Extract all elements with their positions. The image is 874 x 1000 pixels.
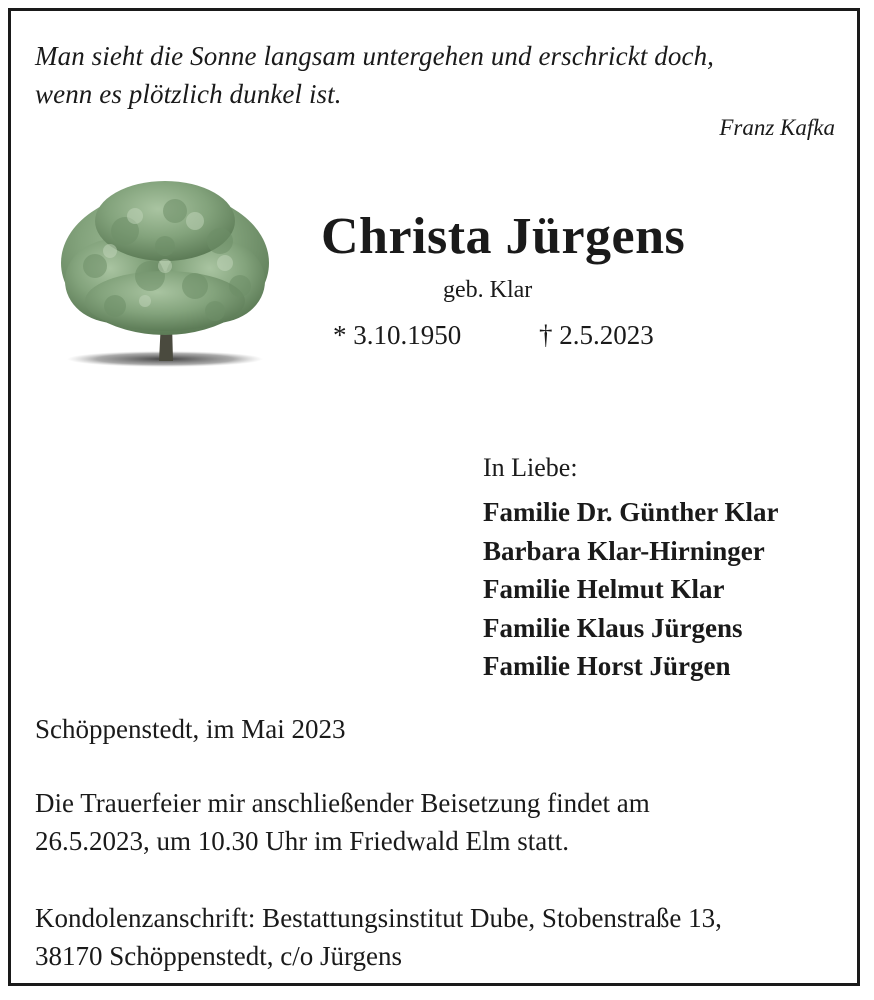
quote-line-1: Man sieht die Sonne langsam untergehen und erschrickt doch, bbox=[35, 41, 715, 71]
mourner-item: Familie Dr. Günther Klar bbox=[483, 497, 779, 527]
maiden-name: geb. Klar bbox=[443, 277, 533, 303]
ceremony-line-2: 26.5.2023, um 10.30 Uhr im Friedwald Elm statt. bbox=[35, 826, 569, 856]
mourner-item: Familie Horst Jürgen bbox=[483, 651, 731, 681]
mourners-list bbox=[483, 493, 778, 686]
kafka-quote bbox=[35, 37, 845, 113]
tree-icon bbox=[55, 171, 273, 371]
quote-author: Franz Kafka bbox=[719, 115, 835, 140]
condolence-address bbox=[35, 899, 855, 975]
mourner-item: Barbara Klar-Hirninger bbox=[483, 535, 765, 566]
mourner-item: Familie Helmut Klar bbox=[483, 574, 725, 604]
quote-line-2: wenn es plötzlich dunkel ist. bbox=[35, 79, 342, 109]
place-date: Schöppenstedt, im Mai 2023 bbox=[35, 714, 346, 744]
condolence-line-2: 38170 Schöppenstedt, c/o Jürgens bbox=[35, 941, 402, 971]
condolence-line-1: Kondolenzanschrift: Bestattungsinstitut Dube, Stobenstraße 13, bbox=[35, 903, 722, 933]
obituary-frame bbox=[8, 8, 860, 986]
birth-date: * 3.10.1950 bbox=[333, 320, 462, 350]
mourners-intro: In Liebe: bbox=[483, 453, 578, 482]
ceremony-notice bbox=[35, 784, 855, 860]
ceremony-line-1: Die Trauerfeier mir anschließender Beisetzung findet am bbox=[35, 788, 650, 818]
death-date: † 2.5.2023 bbox=[539, 320, 654, 350]
deceased-name: Christa Jürgens bbox=[321, 208, 686, 265]
mourner-item: Familie Klaus Jürgens bbox=[483, 612, 743, 643]
